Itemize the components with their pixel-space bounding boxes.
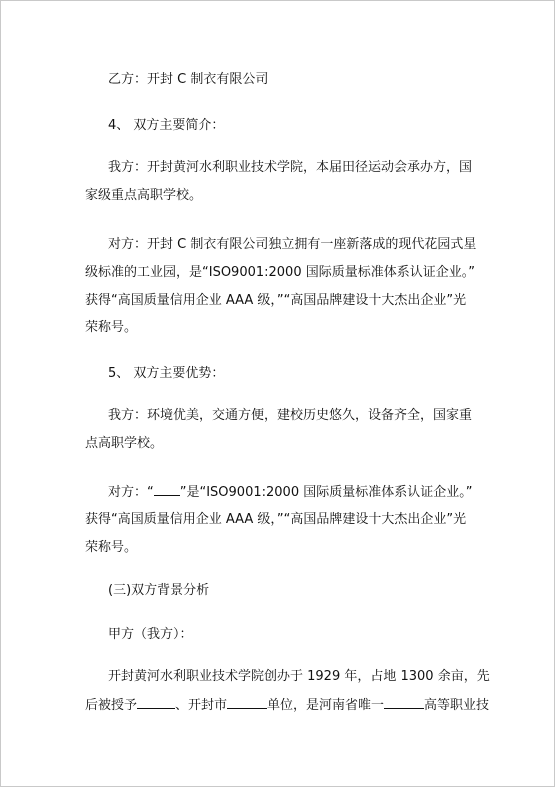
our-advantage-line-2: 点高职学校。: [85, 436, 164, 451]
their-intro-line-2: 级标准的工业园，是“ISO9001:2000 国际质量标准体系认证企业。”: [85, 265, 475, 280]
party-a-heading: 甲方（我方）：: [108, 627, 193, 642]
our-intro-line-1: 我方：开封黄河水利职业技术学院，本届田径运动会承办方，国: [108, 160, 473, 175]
section-5-heading: 5、 双方主要优势：: [108, 366, 225, 381]
school-history-line-2: [85, 697, 489, 714]
section-4-heading: 4、 双方主要简介：: [108, 118, 225, 133]
our-advantage-line-1: 我方：环境优美，交通方便，建校历史悠久，设备齐全，国家重: [108, 408, 473, 423]
their-intro-line-1: 对方：开封 C 制衣有限公司独立拥有一座新落成的现代花园式星: [108, 237, 477, 252]
our-intro-line-2: 家级重点高职学校。: [85, 188, 203, 203]
their-advantage-line-3: 荣称号。: [85, 540, 138, 555]
fill-in-blank: [227, 697, 267, 709]
fill-in-blank: [137, 697, 175, 709]
their-intro-line-3: 获得“高国质量信用企业 AAA 级，”“高国品牌建设十大杰出企业”光: [85, 293, 467, 308]
their-advantage-line-2: 获得“高国质量信用企业 AAA 级，”“高国品牌建设十大杰出企业”光: [85, 512, 467, 527]
their-advantage-line-1: [108, 484, 472, 501]
history-part-1: 后被授予: [85, 698, 138, 713]
history-part-4: 高等职业技: [424, 698, 490, 713]
their-intro-line-4: 荣称号。: [85, 320, 138, 335]
their-advantage-suffix: ”是“ISO9001:2000 国际质量标准体系认证企业。”: [179, 485, 473, 500]
their-advantage-prefix: 对方：“: [108, 485, 154, 500]
history-part-3: 单位，是河南省唯一: [267, 698, 385, 713]
party-b-line: 乙方：开封 C 制衣有限公司: [108, 72, 269, 87]
fill-in-blank: [384, 697, 424, 709]
school-history-line-1: 开封黄河水利职业技术学院创办于 1929 年，占地 1300 余亩，先: [108, 669, 490, 684]
section-3-heading: (三)双方背景分析: [108, 583, 210, 598]
history-part-2: 、开封市: [175, 698, 228, 713]
fill-in-blank: [154, 484, 180, 496]
